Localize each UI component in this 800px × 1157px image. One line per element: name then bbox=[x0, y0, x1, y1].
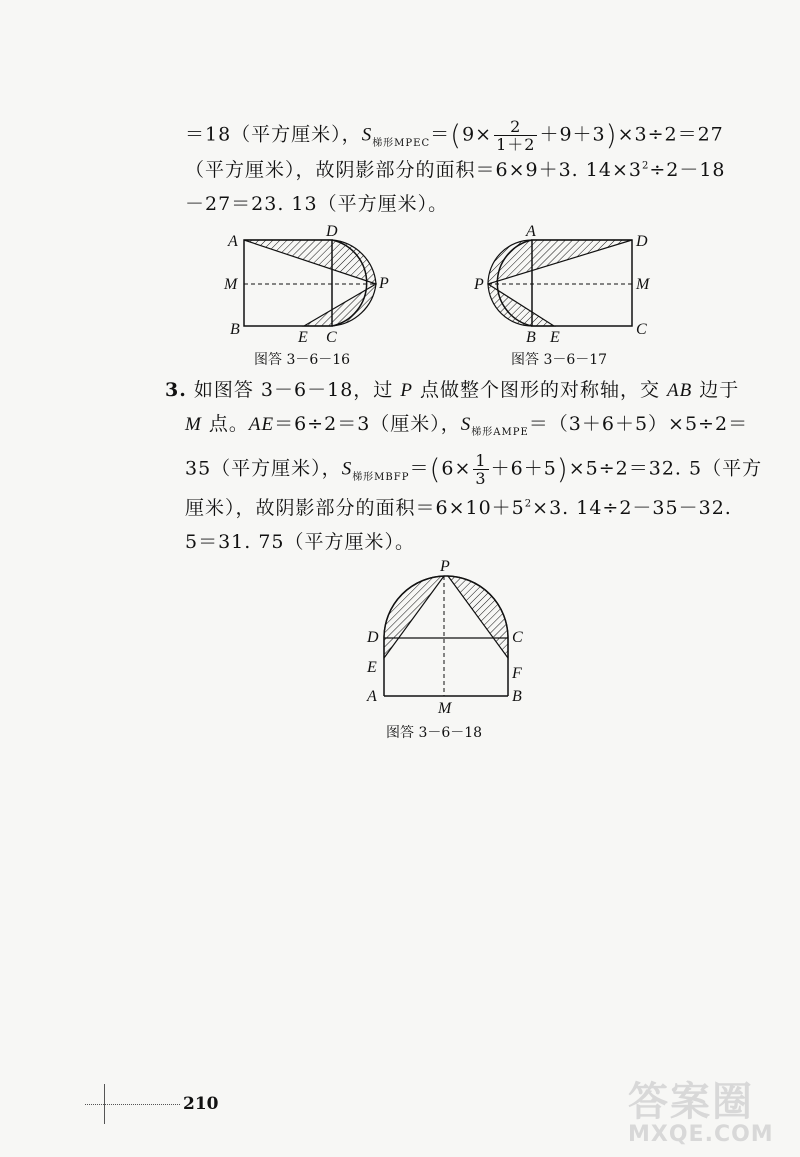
label-e: E bbox=[367, 659, 377, 676]
label-b: B bbox=[230, 321, 240, 338]
figure-3-6-18 bbox=[360, 558, 535, 718]
label-c: C bbox=[512, 629, 523, 646]
label-c: C bbox=[636, 321, 647, 338]
fraction: $\frac{1}{3}$ bbox=[475, 451, 487, 488]
margin-tick bbox=[104, 1084, 105, 1124]
label-c: C bbox=[326, 329, 337, 346]
text-line: M 点。AE＝6÷2＝3（厘米），$S_{梯形AMPE}=(3+6+5)\times 5\div 2=$ bbox=[185, 413, 749, 438]
fraction: $\frac{2}{1+2}$ bbox=[496, 117, 536, 154]
label-m: M bbox=[224, 276, 238, 293]
caption-3-6-18: 图答 3－6－18 bbox=[386, 725, 483, 741]
label-m: M bbox=[438, 700, 452, 717]
label-a: A bbox=[526, 223, 536, 240]
label-p: P bbox=[379, 275, 389, 292]
label-d: D bbox=[367, 629, 379, 646]
text-line: 厘米），故阴影部分的面积$=6\times 10+5^2\times 3$. 14÷2－35－32. bbox=[185, 497, 732, 519]
label-p: P bbox=[474, 276, 484, 293]
text-line: 3. 如图答 3－6－18，过 P 点做整个图形的对称轴，交 AB 边于 bbox=[165, 379, 740, 401]
text-line: 5＝31. 75（平方厘米）。 bbox=[185, 531, 416, 553]
text-line: （平方厘米），故阴影部分的面积＝6×9＋3. $14\times 3^2\div 2-18$ bbox=[185, 159, 726, 181]
caption-3-6-17: 图答 3－6－17 bbox=[511, 352, 608, 368]
label-e: E bbox=[298, 329, 308, 346]
label-e: E bbox=[550, 329, 560, 346]
label-a: A bbox=[228, 233, 238, 250]
label-p: P bbox=[440, 558, 450, 575]
label-f: F bbox=[512, 665, 522, 682]
margin-rule bbox=[85, 1104, 180, 1105]
text-line: ＝18（平方厘米），$S_{梯形MPEC}=(9\times$ $\frac{2}{1+2}$ ＋9＋3)×3÷2＝27 bbox=[185, 117, 724, 154]
label-a: A bbox=[367, 688, 377, 705]
figure-3-6-17 bbox=[470, 222, 660, 347]
label-b: B bbox=[526, 329, 536, 346]
page-number: 210 bbox=[183, 1094, 219, 1114]
watermark-url: MXQE.COM bbox=[628, 1122, 774, 1147]
text-line: 35（平方厘米），$S_{梯形MBFP}=(6\times$ $\frac{1}{3}$ ＋6＋5)×5÷2＝32. 5（平方 bbox=[185, 451, 763, 488]
watermark-logo: 答案圈 bbox=[628, 1079, 754, 1125]
label-d: D bbox=[326, 223, 338, 240]
label-b: B bbox=[512, 688, 522, 705]
figure-3-6-16 bbox=[220, 222, 400, 347]
text-line: －27＝23. 13（平方厘米）。 bbox=[185, 193, 449, 215]
label-d: D bbox=[636, 233, 648, 250]
label-m: M bbox=[636, 276, 650, 293]
caption-3-6-16: 图答 3－6－16 bbox=[254, 352, 351, 368]
